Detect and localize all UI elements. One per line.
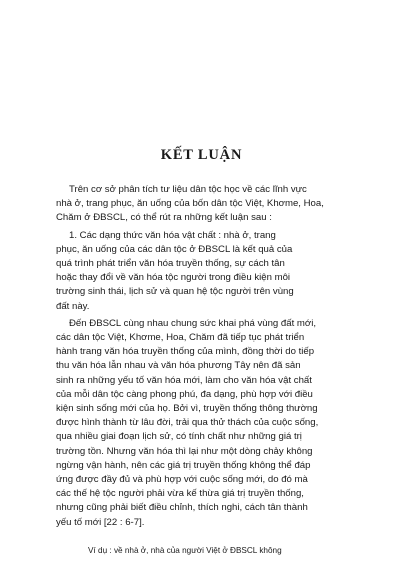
paragraph-conclusion-1: 1. Các dạng thức văn hóa vật chất : nhà ở, trang phục, ăn uống của các dân tộc ở ĐBSCL là kết quả của quá trình phát triển văn hóa truyền thống, sự cách tân hoặc thay đổi về văn hóa tộc người trong điều kiện môi trường sinh thái, lịch sử và quan hệ tộc người trên vùng đất này. (56, 229, 294, 312)
paragraph-conclusion-1-detail: Đến ĐBSCL cùng nhau chung sức khai phá vùng đất mới, các dân tộc Việt, Khơme, Hoa, Chăm đã tiếp tục phát triển hành trang văn hóa truyền thống của mình, đồng thời do tiếp thu văn hóa lẫn nhau và văn hóa phương Tây nên đã sản sinh ra những yếu tố văn hóa mới, làm cho văn hóa vật chất của mỗi dân tộc càng phong phú, đa dạng, phù hợp với điều kiện sinh sống mới của họ. Bởi vì, truyền thống thông thường được hình thành từ lâu đời, trải qua thử thách của cuộc sống, qua nhiều giai đoạn lịch sử, có tính chất như những giá trị trường tồn. Nhưng văn hóa thì lại như một dòng chảy không ngừng vận hành, nên các giá trị truyền thống không thể đáp ứng được đầy đủ và phù hợp với cuộc sống mới, do đó mà các thế hệ tộc người phải vừa kế thừa giá trị truyền thống, nhưng cũng phải biết điều chỉnh, thích nghi, cách tân thành yếu tố mới [22 : 6-7]. (56, 317, 319, 528)
bottom-text-line: Ví dụ : về nhà ở, nhà của người Việt ở ĐBSCL không (88, 546, 282, 555)
paragraph-intro: Trên cơ sở phân tích tư liệu dân tộc học về các lĩnh vực nhà ở, trang phục, ăn uống của bốn dân tộc Việt, Khơme, Hoa, Chăm ở ĐBSCL, có thể rút ra những kết luận sau : (56, 184, 324, 224)
chapter-heading: KẾT LUẬN (160, 147, 243, 163)
body-text (56, 183, 392, 533)
